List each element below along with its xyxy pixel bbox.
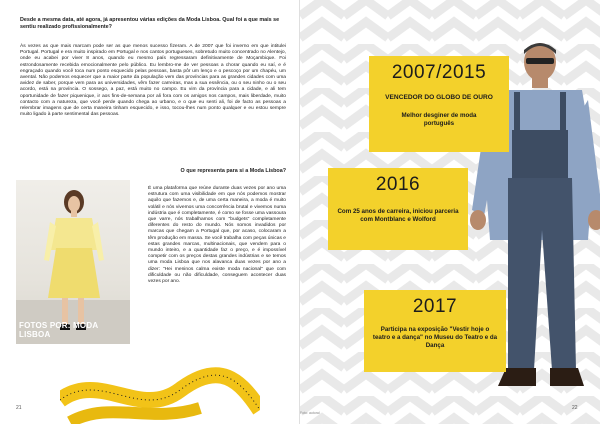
page-number-right: 22 [572,405,578,411]
timeline-caption-secondary: Melhor desginer de moda português [401,112,477,127]
interview-answer-1: Às vezes as que mais marcam pode ser as que menos sucesso fizeram. A de 2007 que foi inverno em que intitulei Portugal. Portugal e era muito inspirado em Portugal e nos cantos portugueses, sobretudo muito concentrado no Alentejo, onde eu acabei por viver 8 anos, quando eu mesmo país regressaram definitivamente de Moçambique. Foi estrondosamente recebida emocionalmente pelo público. Eu lembro-me de ver pessoas a chorar quando eu saí, e é engraçado quando você toca num ponto esquecido pelas pessoas, basta pôr um lenço e o pescoço por um chapéu, um avental. Não podemos esquecer que a maior parte da população vem das províncias para as grandes cidades com uma avidez de saber, porque vem para as universidades, vêm fazer carreiras, mas a sua essência, ou o seu ninho ou o seu acordo, está na província. O sossego, a paz, está muito no campo. Eu vim da província para a cidade, e ali tem oportunidade de fazer piquenique, ir aos fins-de-semana por ali fora com os amigos nos campos, mais liberdade, muito contacto com a natureza, que você perde quando chega ao urbano, e o que eu senti ali, foi de facto as pessoas a relembrar imagens que de certa maneira tinham esquecido, e isso, tocou-lhes num ponto qualquer e eu estou sempre muito ligado à parte sentimental das pessoas. [20,44,286,118]
interview-question-1: Desde a mesma data, até agora, já apresentou várias edições da Moda Lisboa. Qual foi a que mais se sentiu realizado profissionalmente? [20,17,280,30]
right-page [300,0,600,424]
photo-credit: FOTOS POR: MODA LISBOA [19,321,98,339]
timeline-box-2016 [328,168,468,250]
model-figure [16,180,130,344]
timeline-year: 2007/2015 [391,62,487,83]
footer-mark: Foto: autoral [300,411,320,415]
timeline-box-2017 [364,290,506,372]
timeline-caption: Participa na exposição "Vestir hoje o teatro e a dança" no Museu do Teatro e da Dança [372,326,498,349]
interview-answer-2: É uma plataforma que reúne durante duas vezes por ano uma estrutura com uma visibilidade em que nós podemos mostrar aquilo que fazemos e, de uma certa maneira, a moda é muito volátil e nós vivemos uma concorrência brutal e vivemos numa indústria que é completamente, é como se fosse uma vassoura que varre, nós trabalhamos com "budgets" completamente diferentes do resto do mundo. Nós somos invadidos por marcas que chegam a Portugal que, por acaso, colocaram a têm produção em massa. Se você trabalha com peças únicas e estas grandes marcas, multinacionais, que vendem para o mundo inteiro, e a quantidade faz o preço, e é impossível competir com os preços destas grandes indústrias e se temos uma moda Lisboa que nos alavanca duas vezes por ano a dizer: "Hei meninos calma existe moda nacional" que com dificuldade ou não dificuldade, conseguem acontecer duas vezes por ano. [148,186,286,285]
interview-question-2: O que representa para si a Moda Lisboa? [180,168,286,174]
measuring-tape-illustration [60,360,260,424]
timeline-caption: Com 25 anos de carreira, iniciou parceria com Montblanc e Wolford [337,208,459,223]
timeline-box-2007 [369,56,509,152]
runway-photo [16,180,130,344]
timeline-year: 2016 [375,174,421,195]
timeline-caption: VENCEDOR DO GLOBO DE OURO [385,94,493,101]
timeline-year: 2017 [412,296,458,317]
page-number-left: 21 [16,405,22,411]
